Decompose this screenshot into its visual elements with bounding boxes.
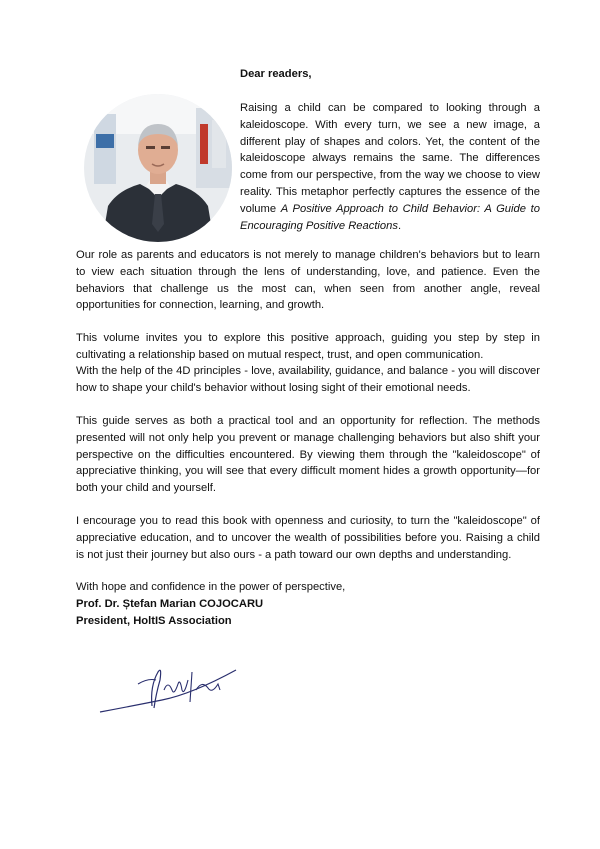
author-name: Prof. Dr. Ștefan Marian COJOCARU <box>76 597 264 610</box>
author-role: President, HoltIS Association <box>76 614 232 627</box>
paragraph-4: This guide serves as both a practical tool and an opportunity for reflection. The methods presented will not only help you prevent or manage challenging behaviors but also shift your perspective on the difficulties encountered. By viewing them through the "kaleidoscope" of appreciative thinking, you will see that every difficult moment hides a growth opportunity—for both your child and yourself. <box>76 415 540 495</box>
intro-text-start: Raising a child can be compared to looking through a kaleidoscope. With every turn, we see a new image, a different play of shapes and colors. Yet, the content of the kaleidoscope always remains the same. The differences come from our perspective, from the way we choose to view reality. This metaphor perfectly captures the essence of the volume <box>240 102 540 215</box>
handwritten-signature <box>92 650 252 730</box>
paragraph-5: I encourage you to read this book with openness and curiosity, to turn the "kaleidoscope" of appreciative education, and to uncover the wealth of possibilities before you. Raising a child is not just their journey but also ours - a path toward our own depths and understanding. <box>76 515 540 561</box>
closing-block <box>76 579 476 629</box>
intro-paragraph <box>240 100 540 234</box>
book-title: A Positive Approach to Child Behavior: A Guide to Encouraging Positive Reactions <box>240 202 540 232</box>
author-photo <box>84 94 232 242</box>
author-photo-image <box>84 94 232 242</box>
intro-text-end: . <box>397 219 402 232</box>
paragraph-2: This volume invites you to explore this positive approach, guiding you step by step in cultivating a relationship based on mutual respect, trust, and open communication. <box>76 332 540 361</box>
closing-line: With hope and confidence in the power of perspective, <box>76 581 346 593</box>
paragraph-1: Our role as parents and educators is not merely to manage children's behaviors but to learn to view each situation through the lens of understanding, love, and patience. Even the behaviors that challenge us the most can, when seen from another angle, reveal opportunities for connection, learning, and growth. <box>76 249 540 312</box>
greeting: Dear readers, <box>240 68 312 80</box>
paragraph-3: With the help of the 4D principles - love, availability, guidance, and balance - you will discover how to shape your child's behavior without losing sight of their emotional needs. <box>76 365 540 394</box>
